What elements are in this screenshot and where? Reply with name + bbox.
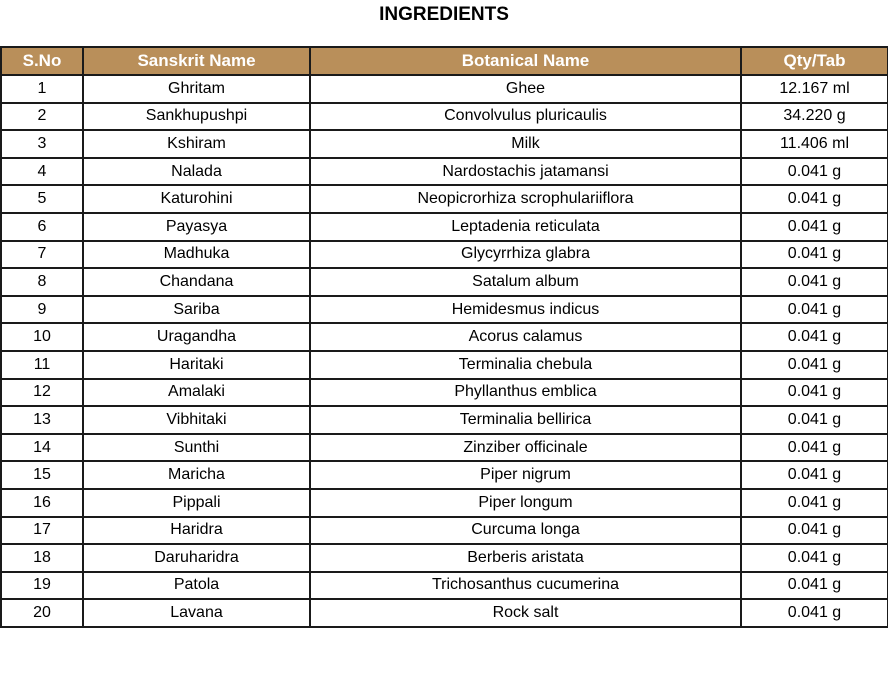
table-row (1, 517, 888, 545)
cell-sanskrit-name: Payasya (83, 213, 310, 241)
cell-sno: 18 (1, 544, 83, 572)
cell-sanskrit-name: Nalada (83, 158, 310, 186)
cell-sno: 1 (1, 75, 83, 103)
cell-sanskrit-name: Vibhitaki (83, 406, 310, 434)
cell-qty-per-tab: 0.041 g (741, 572, 888, 600)
cell-qty-per-tab: 11.406 ml (741, 130, 888, 158)
cell-qty-per-tab: 0.041 g (741, 406, 888, 434)
table-body (1, 75, 888, 627)
cell-qty-per-tab: 0.041 g (741, 379, 888, 407)
page-title: INGREDIENTS (379, 4, 509, 25)
table-row (1, 268, 888, 296)
cell-sanskrit-name: Daruharidra (83, 544, 310, 572)
cell-sno: 5 (1, 185, 83, 213)
cell-botanical-name: Phyllanthus emblica (310, 379, 741, 407)
cell-sno: 16 (1, 489, 83, 517)
cell-qty-per-tab: 0.041 g (741, 323, 888, 351)
cell-sanskrit-name: Lavana (83, 599, 310, 627)
cell-sanskrit-name: Uragandha (83, 323, 310, 351)
cell-botanical-name: Ghee (310, 75, 741, 103)
cell-sanskrit-name: Haridra (83, 517, 310, 545)
cell-sanskrit-name: Sankhupushpi (83, 103, 310, 131)
table-row (1, 544, 888, 572)
cell-sanskrit-name: Maricha (83, 461, 310, 489)
cell-botanical-name: Glycyrrhiza glabra (310, 241, 741, 269)
cell-qty-per-tab: 0.041 g (741, 489, 888, 517)
cell-botanical-name: Neopicrorhiza scrophulariiflora (310, 185, 741, 213)
table-row (1, 185, 888, 213)
table-row (1, 461, 888, 489)
cell-botanical-name: Zinziber officinale (310, 434, 741, 462)
table-row (1, 296, 888, 324)
cell-qty-per-tab: 0.041 g (741, 241, 888, 269)
cell-sno: 15 (1, 461, 83, 489)
cell-sno: 8 (1, 268, 83, 296)
table-row (1, 351, 888, 379)
cell-sanskrit-name: Amalaki (83, 379, 310, 407)
cell-qty-per-tab: 0.041 g (741, 544, 888, 572)
table-row (1, 379, 888, 407)
cell-qty-per-tab: 12.167 ml (741, 75, 888, 103)
cell-botanical-name: Terminalia chebula (310, 351, 741, 379)
cell-qty-per-tab: 0.041 g (741, 296, 888, 324)
cell-sanskrit-name: Ghritam (83, 75, 310, 103)
cell-sno: 4 (1, 158, 83, 186)
table-row (1, 213, 888, 241)
cell-qty-per-tab: 0.041 g (741, 185, 888, 213)
ingredients-table (0, 46, 888, 628)
table-row (1, 130, 888, 158)
cell-botanical-name: Piper longum (310, 489, 741, 517)
cell-botanical-name: Piper nigrum (310, 461, 741, 489)
cell-botanical-name: Acorus calamus (310, 323, 741, 351)
cell-sno: 17 (1, 517, 83, 545)
cell-botanical-name: Leptadenia reticulata (310, 213, 741, 241)
cell-qty-per-tab: 0.041 g (741, 434, 888, 462)
cell-botanical-name: Nardostachis jatamansi (310, 158, 741, 186)
cell-sno: 19 (1, 572, 83, 600)
cell-qty-per-tab: 0.041 g (741, 213, 888, 241)
cell-sanskrit-name: Pippali (83, 489, 310, 517)
column-header-sanskrit-name: Sanskrit Name (83, 47, 310, 75)
table-header-row (1, 47, 888, 75)
cell-botanical-name: Rock salt (310, 599, 741, 627)
cell-botanical-name: Terminalia bellirica (310, 406, 741, 434)
table-row (1, 75, 888, 103)
cell-sanskrit-name: Madhuka (83, 241, 310, 269)
table-row (1, 103, 888, 131)
cell-qty-per-tab: 0.041 g (741, 517, 888, 545)
cell-botanical-name: Trichosanthus cucumerina (310, 572, 741, 600)
cell-sno: 9 (1, 296, 83, 324)
table-row (1, 158, 888, 186)
cell-sanskrit-name: Haritaki (83, 351, 310, 379)
cell-botanical-name: Convolvulus pluricaulis (310, 103, 741, 131)
cell-qty-per-tab: 0.041 g (741, 599, 888, 627)
cell-sno: 11 (1, 351, 83, 379)
cell-sanskrit-name: Katurohini (83, 185, 310, 213)
table-row (1, 406, 888, 434)
cell-sanskrit-name: Patola (83, 572, 310, 600)
cell-sanskrit-name: Kshiram (83, 130, 310, 158)
column-header-sno: S.No (1, 47, 83, 75)
cell-sno: 2 (1, 103, 83, 131)
column-header-botanical-name: Botanical Name (310, 47, 741, 75)
cell-botanical-name: Satalum album (310, 268, 741, 296)
table-row (1, 599, 888, 627)
cell-sno: 3 (1, 130, 83, 158)
cell-botanical-name: Berberis aristata (310, 544, 741, 572)
table-row (1, 241, 888, 269)
table-row (1, 323, 888, 351)
cell-sanskrit-name: Sunthi (83, 434, 310, 462)
cell-qty-per-tab: 0.041 g (741, 351, 888, 379)
cell-sanskrit-name: Sariba (83, 296, 310, 324)
cell-qty-per-tab: 34.220 g (741, 103, 888, 131)
cell-sno: 14 (1, 434, 83, 462)
cell-qty-per-tab: 0.041 g (741, 268, 888, 296)
cell-botanical-name: Hemidesmus indicus (310, 296, 741, 324)
cell-qty-per-tab: 0.041 g (741, 158, 888, 186)
table-row (1, 572, 888, 600)
cell-botanical-name: Curcuma longa (310, 517, 741, 545)
cell-botanical-name: Milk (310, 130, 741, 158)
table-row (1, 489, 888, 517)
table-row (1, 434, 888, 462)
cell-sno: 20 (1, 599, 83, 627)
cell-sno: 12 (1, 379, 83, 407)
cell-sno: 7 (1, 241, 83, 269)
cell-sanskrit-name: Chandana (83, 268, 310, 296)
cell-sno: 6 (1, 213, 83, 241)
cell-qty-per-tab: 0.041 g (741, 461, 888, 489)
cell-sno: 10 (1, 323, 83, 351)
cell-sno: 13 (1, 406, 83, 434)
column-header-qty-per-tab: Qty/Tab (741, 47, 888, 75)
